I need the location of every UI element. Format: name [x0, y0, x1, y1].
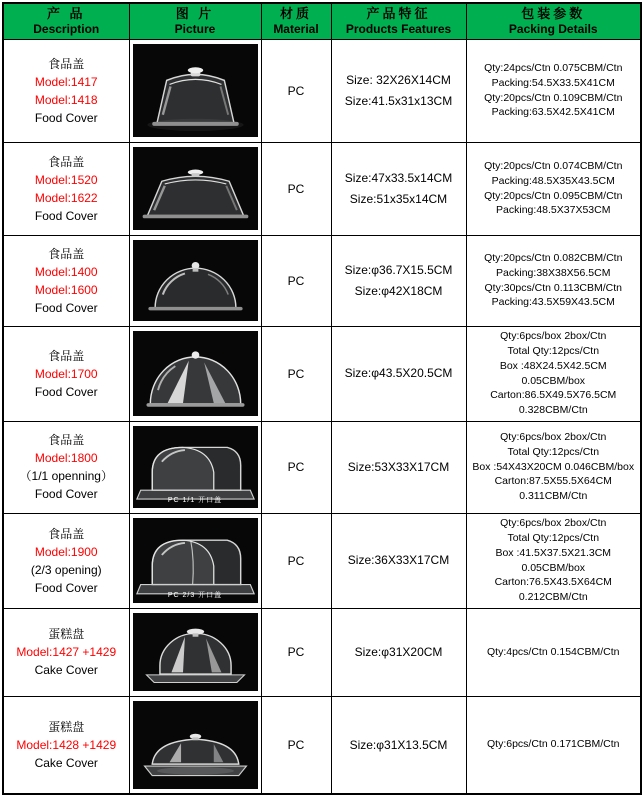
column-header-material [261, 3, 331, 39]
column-header-description-en: Description [33, 22, 100, 37]
product-name: Food Cover [34, 110, 98, 125]
product-table-body [3, 39, 641, 794]
model-number: Model:1700 [34, 366, 98, 381]
product-name: Cake Cover [34, 755, 98, 770]
packing-cell [466, 326, 641, 421]
packing-cell [466, 608, 641, 696]
product-photo-cake-low [133, 701, 258, 789]
column-header-packing-zh: 包装参数 [521, 5, 586, 21]
product-photo-dome-cover [133, 240, 258, 321]
model-number: Model:1428 +1429 [16, 737, 117, 752]
product-name: Cake Cover [34, 663, 98, 677]
features-cell [331, 696, 466, 794]
product-photo-rolltop-full [133, 426, 258, 508]
size-spec: Size:36X33X17CM [347, 553, 450, 568]
packing-spec: Qty:24pcs/Ctn 0.075CBM/Ctn [484, 61, 623, 74]
table-row [3, 513, 641, 608]
material-cell [261, 142, 331, 235]
features-cell [331, 235, 466, 326]
packing-cell [466, 39, 641, 142]
product-description-cell [3, 235, 129, 326]
size-spec: Size:47x33.5x14CM [344, 171, 453, 186]
packing-spec: Total Qty:12pcs/Ctn [507, 531, 600, 544]
product-name: Food Cover [34, 580, 98, 595]
packing-cell [466, 235, 641, 326]
product-name: 食品盖 [48, 526, 85, 541]
packing-spec: Packing:54.5X33.5X41CM [491, 76, 615, 89]
product-picture-cell [129, 608, 261, 696]
packing-spec: Qty:20pcs/Ctn 0.074CBM/Ctn [484, 159, 623, 172]
packing-spec: Packing:48.5X37X53CM [496, 204, 611, 217]
material-cell [261, 326, 331, 421]
packing-cell [466, 513, 641, 608]
size-spec: Size:φ43.5X20.5CM [344, 366, 453, 381]
model-number: Model:1418 [34, 92, 98, 107]
column-header-material-en: Material [273, 22, 319, 37]
table-row [3, 421, 641, 513]
table-row [3, 608, 641, 696]
product-picture-cell [129, 513, 261, 608]
packing-spec: Box :54X43X20CM 0.046CBM/box [472, 460, 635, 473]
packing-spec: Total Qty:12pcs/Ctn [507, 344, 600, 357]
packing-spec: Qty:20pcs/Ctn 0.109CBM/Ctn [484, 91, 623, 104]
model-number: Model:1600 [34, 282, 98, 297]
material-value: PC [287, 181, 305, 196]
product-name: 食品盖 [48, 56, 85, 71]
material-cell [261, 513, 331, 608]
packing-spec: 0.311CBM/Ctn [519, 490, 588, 503]
packing-spec: Box :41.5X37.5X21.3CM [495, 546, 612, 559]
product-photo-square-cover [133, 44, 258, 137]
product-description-cell [3, 326, 129, 421]
features-cell [331, 608, 466, 696]
product-description-cell [3, 421, 129, 513]
features-cell [331, 326, 466, 421]
photo-caption: PC 1/1 开口盖 [167, 497, 223, 504]
packing-spec: Packing:38X38X56.5CM [496, 266, 611, 279]
product-picture-cell [129, 696, 261, 794]
size-spec: Size:φ36.7X15.5CM [344, 263, 453, 278]
packing-spec: Qty:6pcs/box 2box/Ctn [500, 516, 607, 529]
size-spec: Size:53X33X17CM [347, 459, 450, 474]
packing-spec: Carton:87.5X55.5X64CM [494, 475, 612, 488]
material-cell [261, 235, 331, 326]
column-header-features-en: Products Features [345, 22, 452, 37]
product-picture-cell [129, 39, 261, 142]
packing-spec: 0.328CBM/Ctn [518, 404, 588, 417]
model-number: Model:1417 [34, 74, 98, 89]
product-picture-cell [129, 421, 261, 513]
column-header-description [3, 3, 129, 39]
packing-spec: Box :48X24.5X42.5CM [499, 359, 607, 372]
packing-spec: Qty:20pcs/Ctn 0.095CBM/Ctn [484, 189, 623, 202]
product-description-cell [3, 696, 129, 794]
product-photo-dome-large [133, 331, 258, 416]
product-photo-rolltop-partial [133, 518, 258, 603]
product-name: 食品盖 [48, 246, 85, 261]
column-header-picture-en: Picture [174, 22, 216, 37]
packing-spec: Qty:6pcs/Ctn 0.171CBM/Ctn [487, 738, 620, 751]
model-number: Model:1900 [34, 544, 98, 559]
product-picture-cell [129, 326, 261, 421]
size-spec: Size:41.5x31x13CM [344, 93, 453, 108]
model-number: Model:1622 [34, 190, 98, 205]
product-photo-rect-cover [133, 147, 258, 230]
material-value: PC [287, 553, 305, 568]
product-description-cell [3, 39, 129, 142]
product-name: 蛋糕盘 [48, 627, 85, 641]
packing-spec: Qty:20pcs/Ctn 0.082CBM/Ctn [484, 251, 623, 264]
table-row [3, 39, 641, 142]
material-value: PC [287, 83, 305, 98]
product-name: Food Cover [34, 300, 98, 315]
packing-cell [466, 421, 641, 513]
material-cell [261, 421, 331, 513]
packing-spec: Packing:43.5X59X43.5CM [491, 296, 615, 309]
column-header-features-zh: 产品特征 [366, 5, 431, 21]
packing-spec: Qty:4pcs/Ctn 0.154CBM/Ctn [487, 645, 620, 658]
size-spec: Size:51x35x14CM [349, 191, 448, 206]
features-cell [331, 39, 466, 142]
packing-spec: Carton:86.5X49.5X76.5CM [490, 389, 617, 402]
model-number: Model:1800 [34, 451, 98, 465]
packing-spec: Qty:6pcs/box 2box/Ctn [500, 329, 607, 342]
model-number: Model:1427 +1429 [16, 645, 117, 659]
column-header-features [331, 3, 466, 39]
packing-spec: 0.05CBM/box [521, 561, 586, 574]
packing-spec: Total Qty:12pcs/Ctn [507, 445, 600, 458]
product-picture-cell [129, 142, 261, 235]
product-picture-cell [129, 235, 261, 326]
model-number: Model:1520 [34, 172, 98, 187]
size-spec: Size:φ31X13.5CM [349, 737, 448, 752]
material-value: PC [287, 645, 305, 659]
features-cell [331, 142, 466, 235]
table-row [3, 696, 641, 794]
header-row [3, 3, 641, 39]
size-spec: Size: 32X26X14CM [346, 73, 451, 88]
product-name: 食品盖 [48, 154, 85, 169]
product-name: 食品盖 [48, 433, 85, 447]
features-cell [331, 513, 466, 608]
column-header-picture [129, 3, 261, 39]
packing-spec: Qty:6pcs/box 2box/Ctn [500, 430, 607, 443]
packing-cell [466, 142, 641, 235]
material-value: PC [287, 273, 305, 288]
size-spec: Size:φ31X20CM [354, 644, 443, 659]
column-header-packing-en: Packing Details [508, 22, 598, 37]
product-name: 蛋糕盘 [48, 719, 85, 734]
column-header-material-zh: 材质 [279, 5, 312, 21]
table-row [3, 326, 641, 421]
product-description-cell [3, 513, 129, 608]
material-value: PC [287, 460, 305, 474]
packing-spec: 0.212CBM/Ctn [518, 591, 588, 604]
product-photo-cake-dome [133, 613, 258, 691]
column-header-picture-zh: 图 片 [175, 5, 215, 21]
product-description-cell [3, 608, 129, 696]
table-row [3, 142, 641, 235]
material-value: PC [287, 737, 305, 752]
size-spec: Size:φ42X18CM [354, 283, 443, 298]
product-description-cell [3, 142, 129, 235]
packing-spec: Carton:76.5X43.5X64CM [494, 576, 612, 589]
packing-spec: Qty:30pcs/Ctn 0.113CBM/Ctn [484, 281, 623, 294]
product-table [2, 2, 642, 795]
packing-spec: Packing:48.5X35X43.5CM [491, 174, 615, 187]
product-name: Food Cover [34, 208, 98, 223]
table-row [3, 235, 641, 326]
model-number: Model:1400 [34, 264, 98, 279]
packing-spec: Packing:63.5X42.5X41CM [491, 106, 615, 119]
product-name: Food Cover [34, 487, 98, 501]
material-cell [261, 696, 331, 794]
packing-spec: 0.05CBM/box [521, 374, 586, 387]
column-header-description-zh: 产 品 [46, 5, 86, 21]
photo-caption: PC 2/3 开口盖 [167, 592, 223, 599]
product-name: (2/3 opening) [30, 562, 102, 577]
material-cell [261, 608, 331, 696]
column-header-packing [466, 3, 641, 39]
packing-cell [466, 696, 641, 794]
product-name: 食品盖 [48, 348, 85, 363]
product-name: （1/1 openning） [19, 469, 113, 483]
material-cell [261, 39, 331, 142]
features-cell [331, 421, 466, 513]
material-value: PC [287, 366, 305, 381]
product-name: Food Cover [34, 384, 98, 399]
